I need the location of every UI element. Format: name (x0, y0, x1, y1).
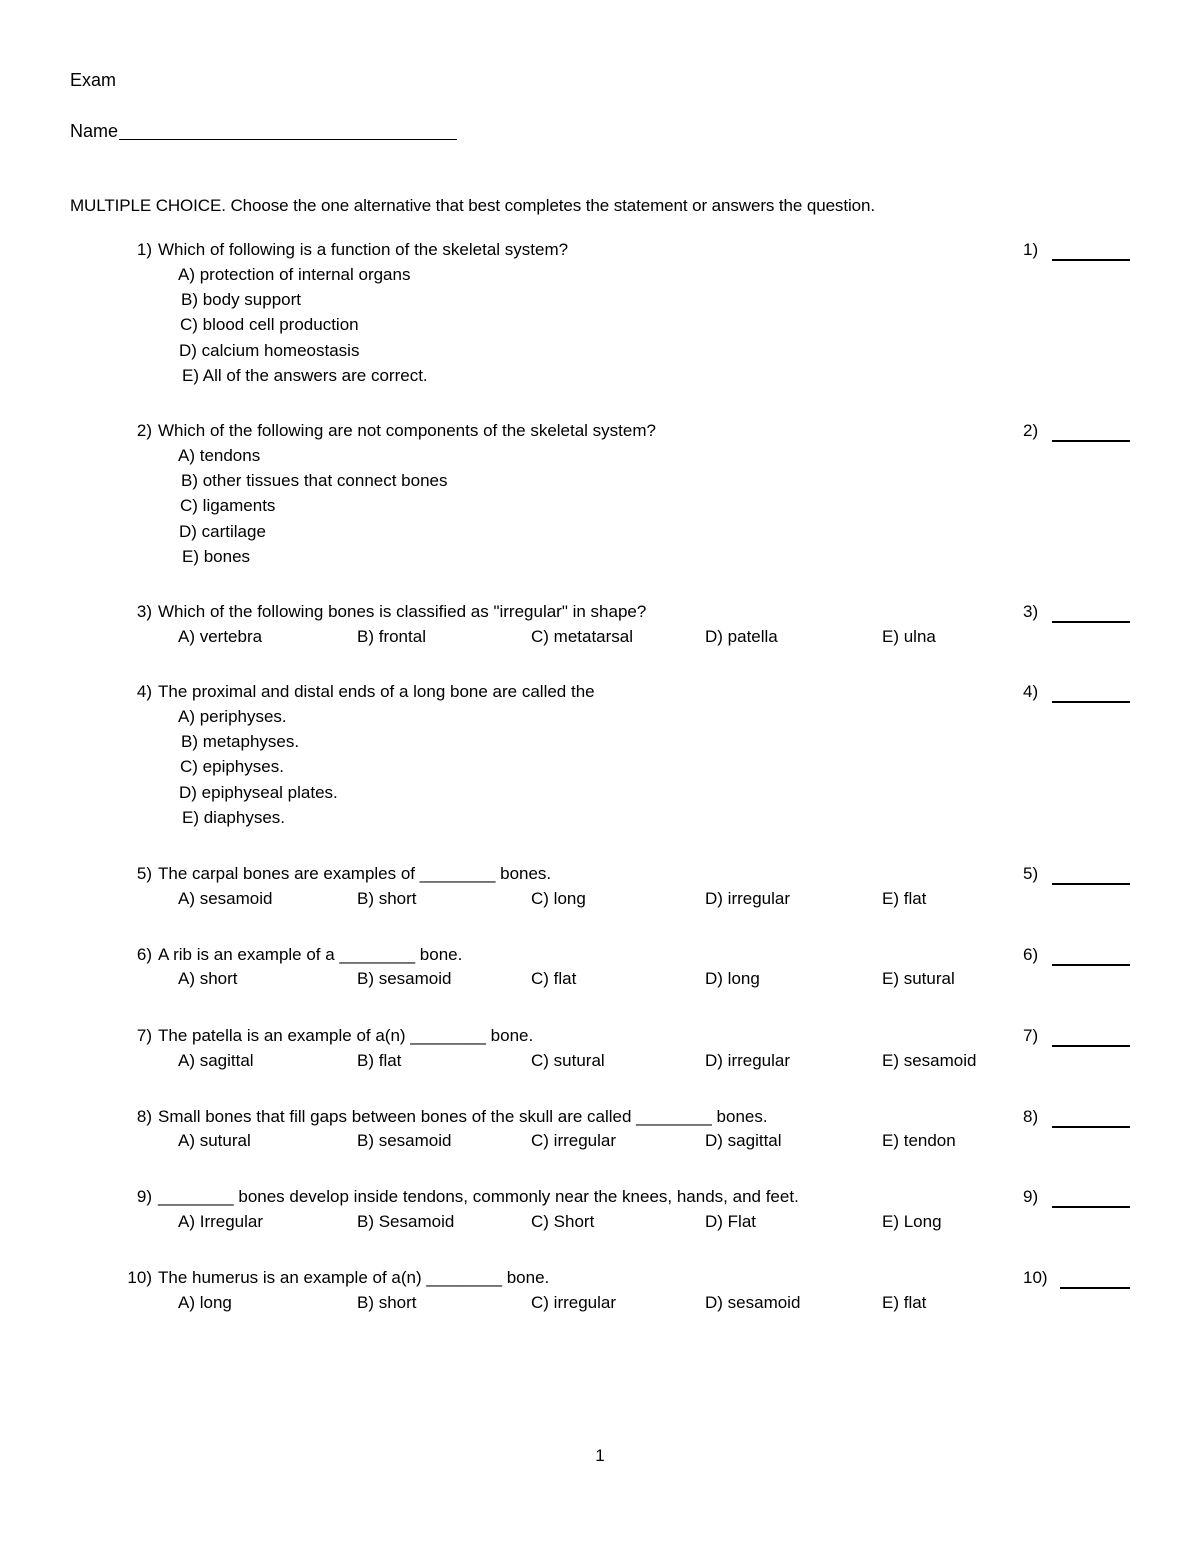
answer-blank-line (1052, 621, 1130, 623)
option-c: C) long (531, 889, 586, 908)
question-number: 2) (136, 421, 152, 440)
question-number: 7) (136, 1026, 152, 1045)
options-row (178, 970, 1078, 990)
answer-blank-line (1052, 1126, 1130, 1128)
option-e: E) sutural (882, 969, 955, 988)
answer-label: 7) (1023, 1026, 1039, 1045)
answer-blank-line (1052, 701, 1130, 703)
option-e: E) All of the answers are correct. (182, 365, 428, 385)
option-d: D) irregular (705, 1051, 791, 1070)
answer-blank-line (1060, 1287, 1130, 1289)
answer-label: 4) (1023, 682, 1039, 701)
question-text: Which of the following are not components of the skeletal system? (158, 421, 656, 440)
options-row (178, 890, 1078, 910)
answer-blank-line (1052, 1206, 1130, 1208)
option-a: A) protection of internal organs (178, 265, 411, 284)
answer-label: 9) (1023, 1187, 1039, 1206)
options-row (178, 1294, 1078, 1314)
option-c: C) flat (531, 969, 577, 988)
option-b: B) flat (357, 1051, 402, 1070)
answer-label: 1) (1023, 240, 1039, 259)
option-c: C) epiphyses. (180, 757, 284, 777)
options-row (178, 628, 1078, 648)
question-number: 9) (136, 1187, 152, 1206)
option-b: B) body support (181, 290, 302, 310)
option-a: A) sesamoid (178, 889, 273, 908)
option-e: E) ulna (882, 627, 936, 646)
question-number: 5) (136, 864, 152, 883)
question-text: Which of following is a function of the skeletal system? (158, 240, 569, 259)
question-number: 1) (136, 240, 152, 259)
option-d: D) Flat (705, 1212, 756, 1231)
option-c: C) Short (531, 1212, 595, 1231)
option-c: C) sutural (531, 1051, 605, 1070)
option-a: A) short (178, 969, 238, 988)
question-text: A rib is an example of a ________ bone. (158, 945, 463, 964)
option-a: A) tendons (178, 446, 261, 465)
answer-label: 2) (1023, 421, 1039, 440)
answer-blank-line (1052, 440, 1130, 442)
option-c: C) irregular (531, 1131, 617, 1150)
options-list (178, 266, 428, 392)
option-a: A) sagittal (178, 1051, 254, 1070)
question-number: 6) (136, 945, 152, 964)
option-e: E) Long (882, 1212, 942, 1231)
option-b: B) short (357, 889, 417, 908)
question-text: The proximal and distal ends of a long bone are called the (158, 682, 595, 701)
option-c: C) ligaments (180, 496, 276, 516)
option-c: C) blood cell production (180, 315, 359, 335)
page-number: 1 (595, 1446, 605, 1465)
answer-label: 5) (1023, 864, 1039, 883)
question-number: 4) (136, 682, 152, 701)
options-list (178, 708, 338, 834)
option-e: E) diaphyses. (182, 807, 285, 827)
option-e: E) tendon (882, 1131, 956, 1150)
question-text: Small bones that fill gaps between bones of the skull are called ________ bones. (158, 1107, 768, 1126)
option-b: B) sesamoid (357, 1131, 452, 1150)
option-d: D) long (705, 969, 760, 988)
option-a: A) vertebra (178, 627, 263, 646)
option-d: D) irregular (705, 889, 791, 908)
option-d: D) patella (705, 627, 778, 646)
answer-label: 6) (1023, 945, 1039, 964)
question-text: The carpal bones are examples of ________ bones. (158, 864, 552, 883)
option-a: A) sutural (178, 1131, 251, 1150)
option-b: B) frontal (357, 627, 426, 646)
question-text: The patella is an example of a(n) ________ bone. (158, 1026, 534, 1045)
options-list (178, 447, 448, 573)
option-e: E) flat (882, 1293, 927, 1312)
answer-blank-line (1052, 964, 1130, 966)
section-instructions: MULTIPLE CHOICE. Choose the one alternative that best completes the statement or answers the question. (70, 196, 875, 215)
name-field (70, 122, 457, 140)
question-number: 10) (127, 1268, 152, 1287)
answer-label: 8) (1023, 1107, 1039, 1126)
name-label: Name (70, 121, 119, 141)
option-c: C) irregular (531, 1293, 617, 1312)
option-d: D) calcium homeostasis (179, 340, 360, 360)
option-c: C) metatarsal (531, 627, 634, 646)
option-e: E) sesamoid (882, 1051, 977, 1070)
options-row (178, 1132, 1078, 1152)
exam-title: Exam (70, 70, 117, 90)
option-d: D) cartilage (179, 521, 266, 541)
answer-blank-line (1052, 259, 1130, 261)
option-a: A) long (178, 1293, 232, 1312)
question-text: Which of the following bones is classified as "irregular" in shape? (158, 602, 647, 621)
option-b: B) sesamoid (357, 969, 452, 988)
option-a: A) Irregular (178, 1212, 264, 1231)
option-a: A) periphyses. (178, 707, 287, 726)
option-b: B) metaphyses. (181, 732, 300, 752)
option-d: D) epiphyseal plates. (179, 782, 338, 802)
option-e: E) flat (882, 889, 927, 908)
answer-label: 10) (1023, 1268, 1048, 1287)
answer-label: 3) (1023, 602, 1039, 621)
question-text: The humerus is an example of a(n) ________ bone. (158, 1268, 550, 1287)
question-text: ________ bones develop inside tendons, commonly near the knees, hands, and feet. (158, 1187, 799, 1206)
option-b: B) Sesamoid (357, 1212, 455, 1231)
answer-blank-line (1052, 883, 1130, 885)
options-row (178, 1052, 1078, 1072)
option-b: B) other tissues that connect bones (181, 471, 448, 491)
option-e: E) bones (182, 546, 251, 566)
option-d: D) sagittal (705, 1131, 782, 1150)
option-d: D) sesamoid (705, 1293, 801, 1312)
name-blank-line (119, 123, 457, 140)
question-number: 8) (136, 1107, 152, 1126)
answer-blank-line (1052, 1045, 1130, 1047)
option-b: B) short (357, 1293, 417, 1312)
question-number: 3) (136, 602, 152, 621)
options-row (178, 1213, 1078, 1233)
